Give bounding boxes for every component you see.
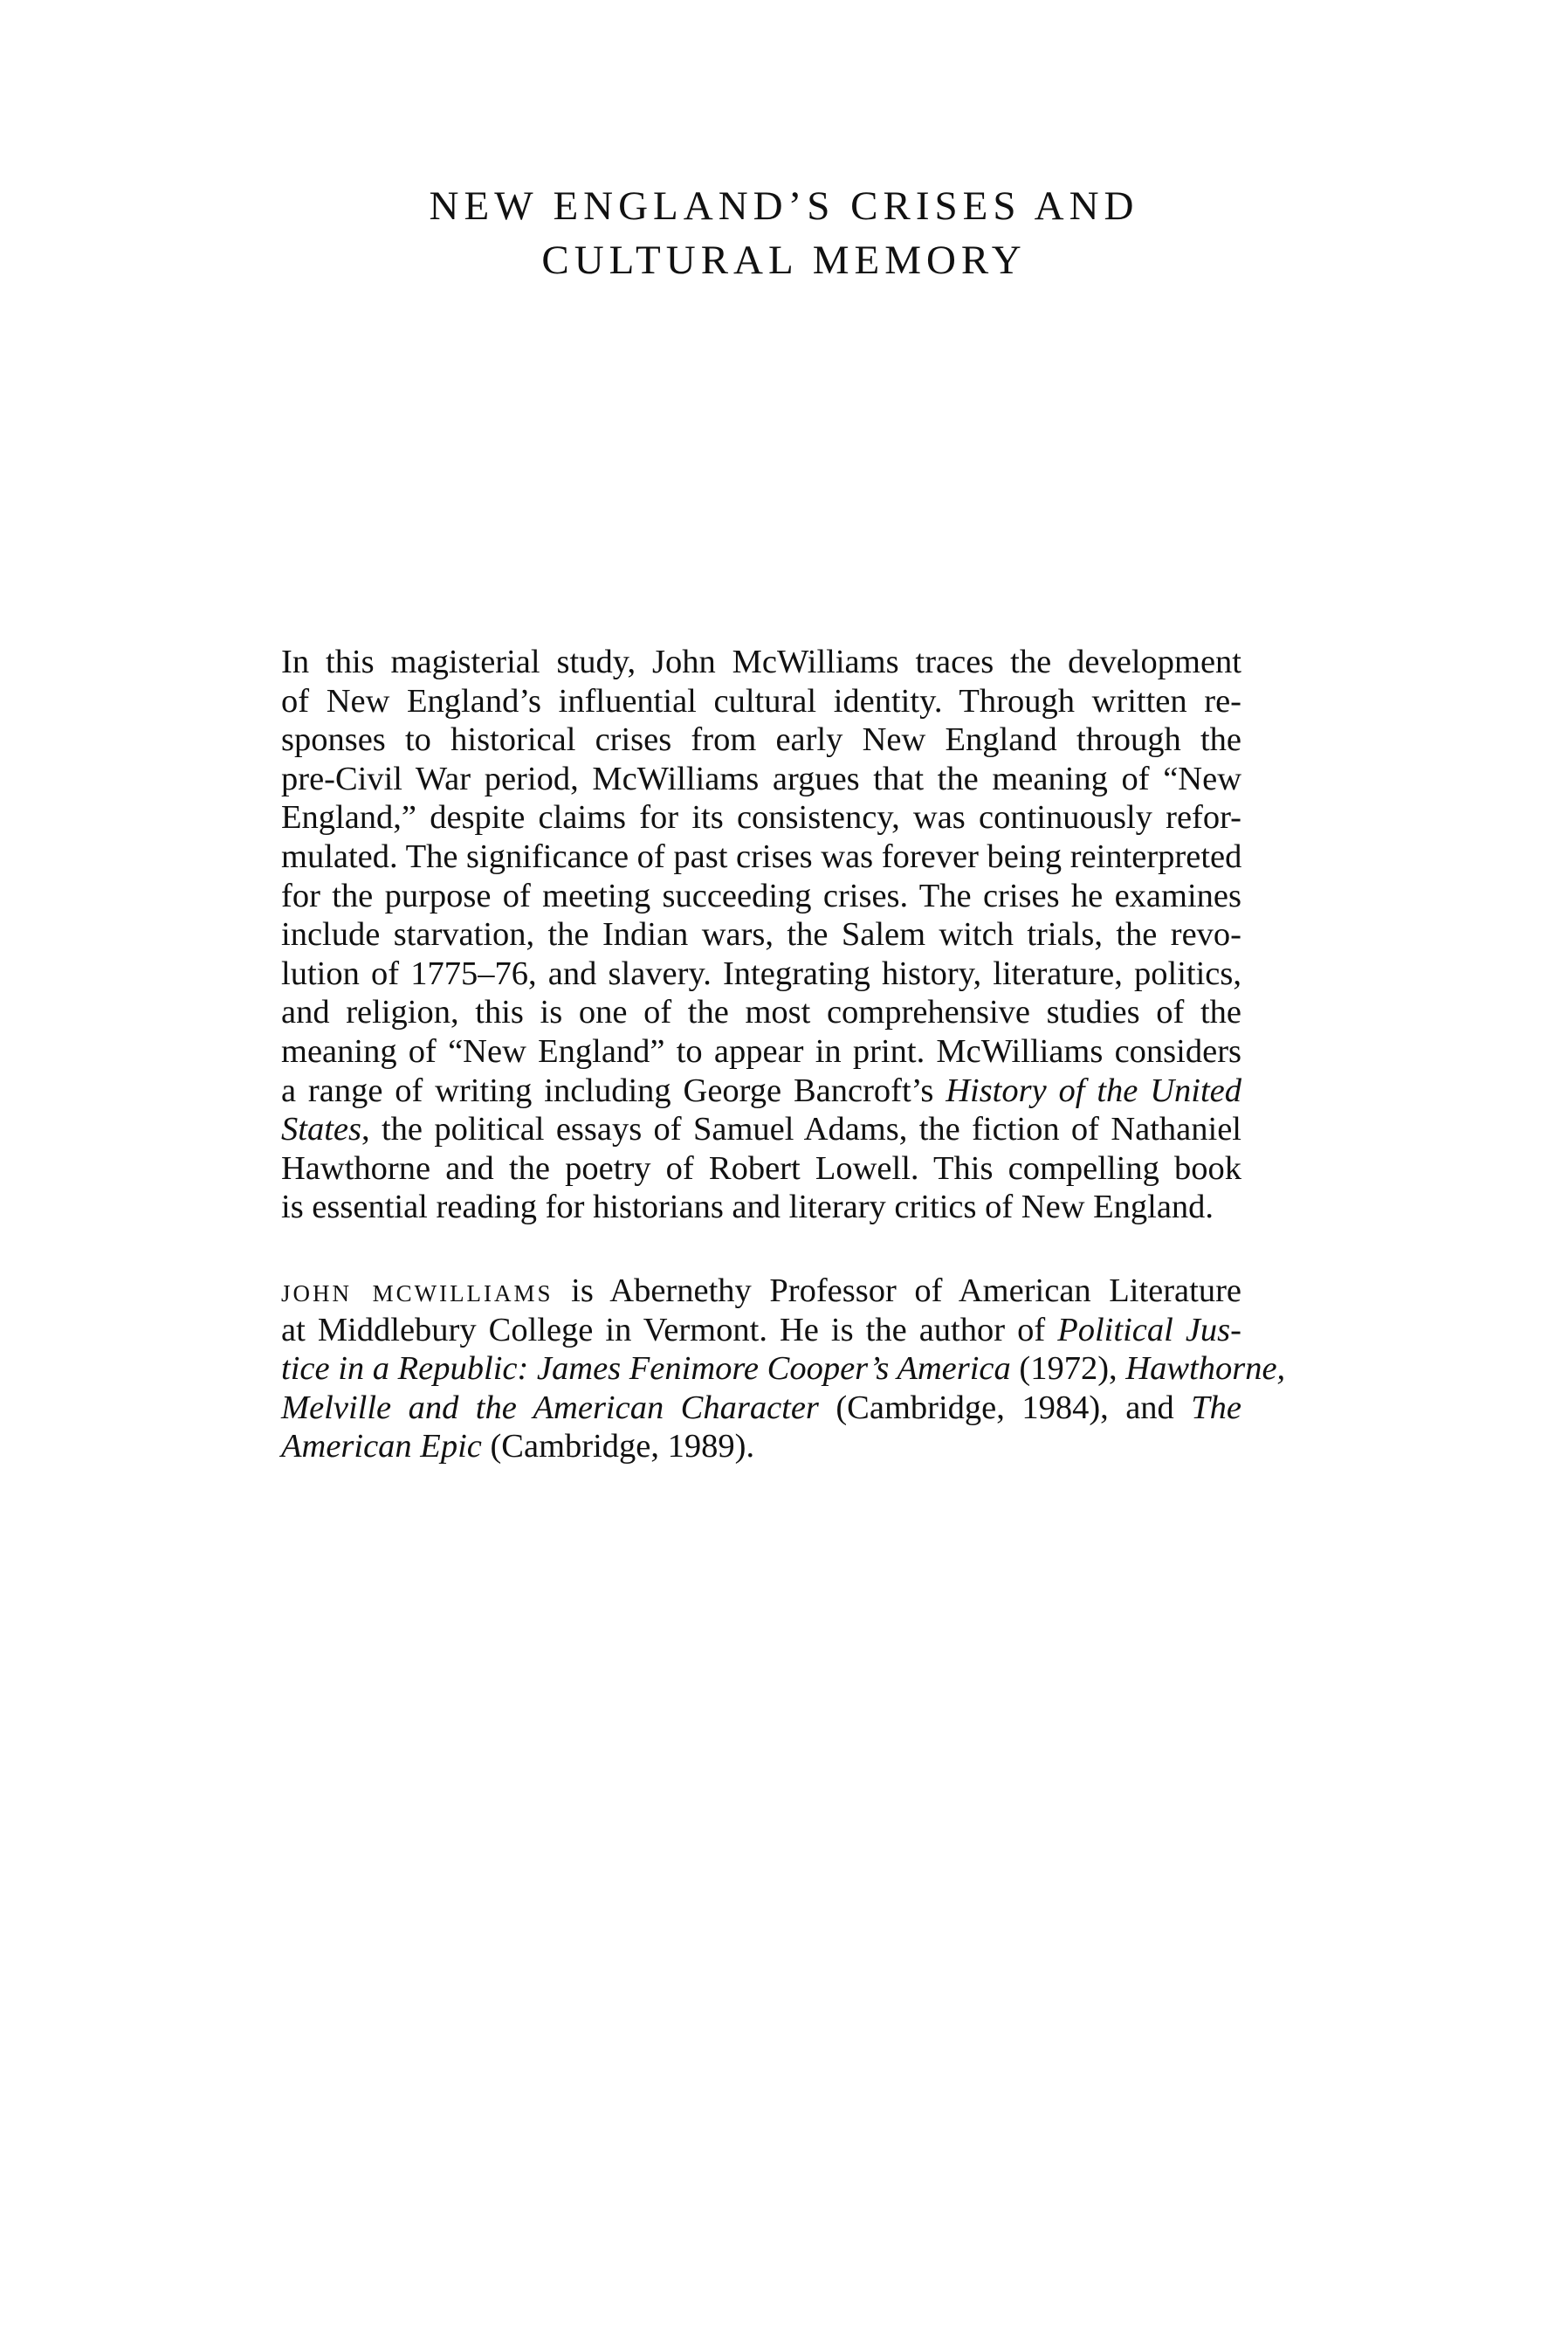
- summary-line: sponses to historical crises from early New England through the: [281, 721, 1241, 759]
- summary-text: , the political essays of Samuel Adams, the fiction of Nathaniel: [361, 1111, 1241, 1148]
- bio-italic-title: tice in a Republic: James Fenimore Cooper’s America: [281, 1350, 1011, 1388]
- title-line-2: CULTURAL MEMORY: [541, 238, 1027, 283]
- bio-italic-title: The: [1191, 1389, 1241, 1426]
- bio-line: [281, 1389, 1241, 1428]
- summary-line: mulated. The significance of past crises was forever being reinterpreted: [281, 838, 1242, 875]
- book-title: [0, 179, 1568, 287]
- bio-italic-title: American Epic: [281, 1428, 482, 1465]
- summary-line: England,” despite claims for its consistency, was continuously refor-: [281, 799, 1241, 837]
- bio-text: (Cambridge, 1984), and: [818, 1389, 1192, 1426]
- bio-text: at Middlebury College in Vermont. He is the author of: [281, 1311, 1058, 1348]
- summary-italic-title: States: [281, 1111, 361, 1148]
- summary-line: meaning of “New England” to appear in print. McWilliams considers: [281, 1032, 1241, 1070]
- summary-line: [281, 1072, 1241, 1111]
- summary-line: In this magisterial study, John McWilliams traces the development: [281, 644, 1241, 680]
- bio-text: is Abernethy Professor of American Literature: [553, 1272, 1241, 1309]
- summary-line: for the purpose of meeting succeeding crises. The crises he examines: [281, 877, 1241, 914]
- author-name: john mcwilliams: [281, 1272, 554, 1309]
- summary-line: Hawthorne and the poetry of Robert Lowell. This compelling book: [281, 1149, 1241, 1187]
- summary-line: [281, 1110, 1241, 1149]
- bio-line: [281, 1349, 1286, 1389]
- bio-italic-title: Melville and the American Character: [281, 1389, 819, 1426]
- summary-italic-title: History of the United: [946, 1072, 1241, 1109]
- bio-italic-title: Hawthorne,: [1125, 1350, 1286, 1388]
- author-bio: [281, 1272, 1286, 1466]
- book-summary: [281, 643, 1241, 1227]
- bio-line: [281, 1427, 1241, 1466]
- summary-line: pre-Civil War period, McWilliams argues that the meaning of “New: [281, 760, 1241, 797]
- bio-italic-title: Political Jus-: [1057, 1311, 1241, 1348]
- summary-line: is essential reading for historians and literary critics of New England.: [281, 1189, 1214, 1226]
- summary-line: and religion, this is one of the most comprehensive studies of the: [281, 994, 1241, 1031]
- bio-line: [281, 1272, 1241, 1311]
- summary-text: a range of writing including George Bancroft’s: [281, 1072, 946, 1109]
- bio-text: (1972),: [1010, 1350, 1126, 1388]
- bio-line: [281, 1311, 1241, 1350]
- bio-text: (Cambridge, 1989).: [481, 1428, 755, 1465]
- title-line-1: NEW ENGLAND’S CRISES AND: [429, 183, 1139, 229]
- summary-line: of New England’s influential cultural identity. Through written re-: [281, 682, 1241, 720]
- summary-line: include starvation, the Indian wars, the Salem witch trials, the revo-: [281, 916, 1241, 954]
- summary-line: lution of 1775–76, and slavery. Integrating history, literature, politics,: [281, 955, 1241, 992]
